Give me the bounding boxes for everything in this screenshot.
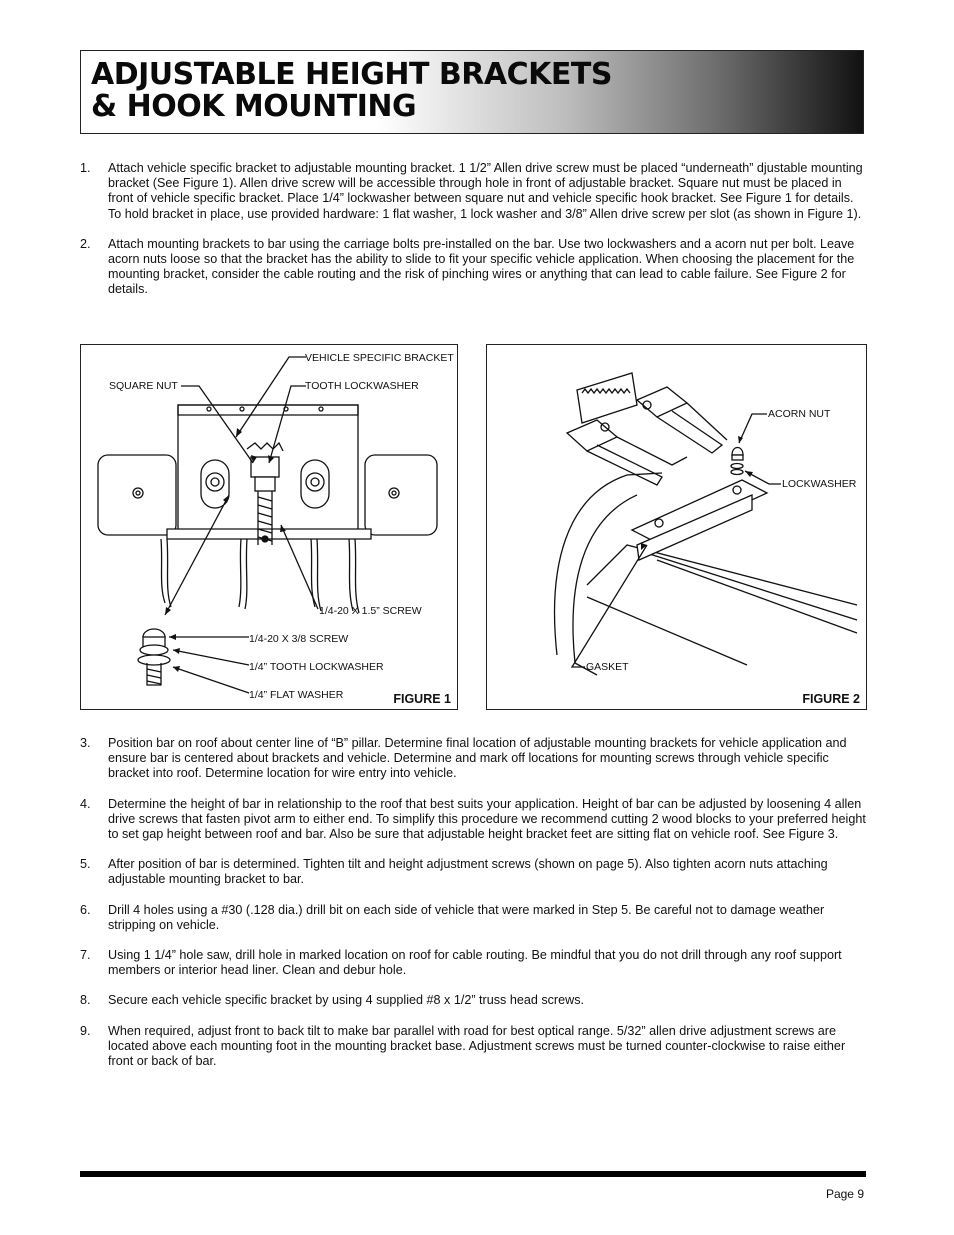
step-number: 1.: [80, 161, 91, 175]
page-number: Page 9: [825, 1187, 864, 1201]
step-3: [80, 736, 870, 782]
step-7: [80, 948, 870, 978]
step-number: 5.: [80, 857, 91, 872]
step-number: 4.: [80, 796, 91, 811]
step-4: [80, 797, 870, 843]
page-title: [91, 59, 612, 123]
step-8: [80, 993, 870, 1008]
label-acorn-nut: ACORN NUT: [768, 408, 831, 420]
step-text: Drill 4 holes using a #30 (.128 dia.) drill bit on each side of vehicle that were marked in Step 5. Be careful not to damage weather stripping on vehicle.: [108, 902, 825, 932]
label-screw-1-5: 1/4-20 X 1.5” SCREW: [319, 605, 422, 617]
figure-2-caption: FIGURE 2: [802, 692, 860, 706]
label-gasket: GASKET: [586, 661, 629, 673]
step-text: When required, adjust front to back tilt to make bar parallel with road for best optical range. 5/32” allen drive adjustment screws are located above each mounting foot in the mounting bracket base. Adjustment screws must be turned counter-clockwise to raise either front or back of bar.: [108, 1023, 846, 1069]
label-square-nut: SQUARE NUT: [109, 380, 178, 392]
step-text: Attach mounting brackets to bar using the carriage bolts pre-installed on the bar. Use two lockwashers and a acorn nut per bolt. Leave acorn nuts loose so that the bracket has the ability to slide to fit your specific vehicle application. When choosing the placement for the mounting bracket, consider the cable routing and the risk of pinching wires or anything that can lead to cable failure. See Figure 2 for details.: [108, 236, 855, 297]
bar-mounting-diagram: [487, 345, 866, 709]
step-text: Position bar on roof about center line of “B” pillar. Determine final location of adjustable mounting brackets for vehicle application and ensure bar is centered about brackets and vehicle. Determine and mark off locations for mounting screws through vehicle specific bracket into roof. Determine location for wire entry into vehicle.: [108, 736, 847, 781]
label-tooth-lockwasher-quarter: 1/4” TOOTH LOCKWASHER: [249, 661, 384, 673]
figure-1-caption: FIGURE 1: [393, 692, 451, 706]
figure-1: [80, 344, 458, 710]
page-title-line2: & HOOK MOUNTING: [91, 89, 417, 124]
label-tooth-lockwasher: TOOTH LOCKWASHER: [305, 380, 419, 392]
step-number: 3.: [80, 736, 91, 750]
footer-rule: [80, 1171, 866, 1177]
step-6: [80, 903, 870, 933]
step-1: [80, 161, 870, 222]
step-text: Determine the height of bar in relationship to the roof that best suits your application. Height of bar can be adjusted by loosening 4 allen drive screws that fasten pivot arm to either end. To simplify this procedure we recommend cutting 2 wood blocks to your preferred height to set gap height between roof and bar. Also be sure that adjustable height bracket feet are sitting flat on vehicle roof. See Figure 3.: [108, 796, 866, 842]
label-screw-3-8: 1/4-20 X 3/8 SCREW: [249, 633, 349, 645]
step-2: [80, 237, 870, 298]
step-5: [80, 857, 870, 887]
step-number: 6.: [80, 902, 91, 917]
step-number: 8.: [80, 993, 91, 1008]
step-text: Attach vehicle specific bracket to adjustable mounting bracket. 1 1/2” Allen drive screw must be placed “underneath” djustable mounting bracket (See Figure 1). Allen drive screw will be accessible through hole in front of adjustable bracket. Square nut must be placed in front of vehicle specific bracket. Place 1/4” lockwasher between square nut and vehicle specific hook bracket. See Figure 1 for details. To hold bracket in place, use provided hardware: 1 flat washer, 1 lock washer and 3/8” Allen drive screw per slot (as shown in Figure 1).: [108, 161, 863, 221]
step-text: Using 1 1/4” hole saw, drill hole in marked location on roof for cable routing. Be mindful that you do not drill through any roof support members or interior head liner. Clean and debur hole.: [108, 948, 842, 978]
label-vehicle-specific-bracket: VEHICLE SPECIFIC BRACKET: [305, 352, 454, 364]
page-header: [80, 50, 864, 134]
figure-2: [486, 344, 867, 710]
instruction-list-bottom: [80, 736, 870, 1084]
step-text: After position of bar is determined. Tighten tilt and height adjustment screws (shown on page 5). Also tighten acorn nuts attaching adjustable mounting bracket to bar.: [108, 857, 828, 887]
label-lockwasher: LOCKWASHER: [782, 478, 857, 490]
step-number: 7.: [80, 948, 91, 963]
step-9: [80, 1024, 870, 1070]
step-number: 2.: [80, 236, 91, 251]
instruction-list-top: [80, 161, 870, 313]
label-flat-washer: 1/4” FLAT WASHER: [249, 689, 344, 701]
bracket-assembly-diagram: [81, 345, 457, 709]
step-text: Secure each vehicle specific bracket by using 4 supplied #8 x 1/2” truss head screws.: [108, 993, 585, 1008]
step-number: 9.: [80, 1023, 91, 1038]
page-title-line1: ADJUSTABLE HEIGHT BRACKETS: [91, 57, 612, 92]
